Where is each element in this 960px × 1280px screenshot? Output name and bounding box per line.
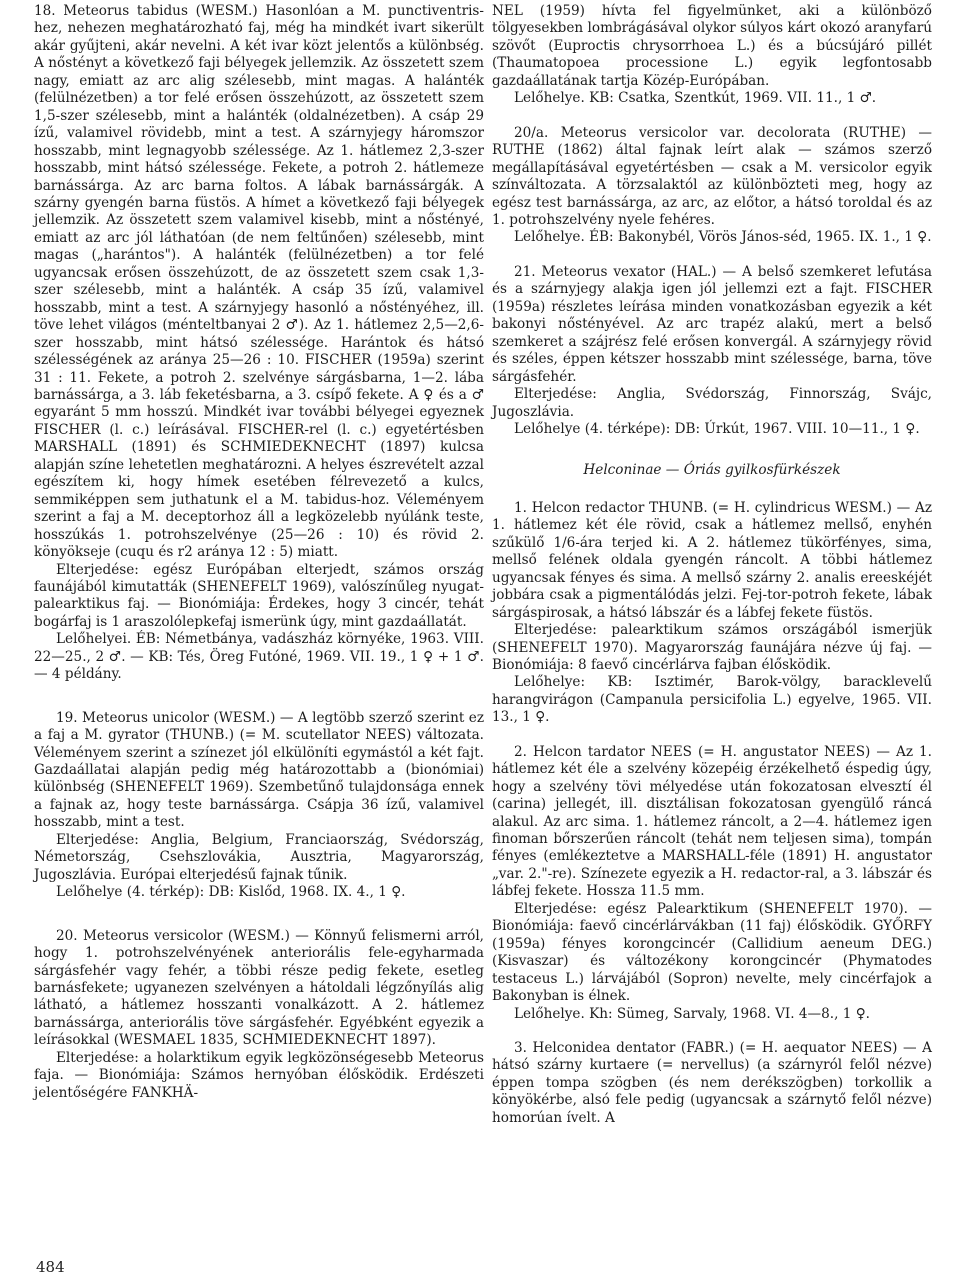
paragraph: Elterjedése: Anglia, Svédország, Finnország, Svájc, Jugoszlávia.: [492, 386, 932, 420]
paragraph: Lelőhelye (4. térképe): DB: Úrkút, 1967. VIII. 10—11., 1 ♀.: [514, 420, 920, 437]
paragraph: Lelőhelye (4. térkép): DB: Kislőd, 1968. IX. 4., 1 ♀.: [56, 884, 406, 901]
left-column: [34, 3, 484, 1102]
paragraph: 20/a. Meteorus versicolor var. decolorata (RUTHE) — RUTHE (1862) által fajnak leírt alak — számos szerző megállapításával egyetértésben — csak a M. versicolor egyik színváltozata. A törzsalaktól az különbözteti meg, hogy az egész test barnássárga, az arc, az előtor, a hátsó toroldal és az 1. potrohszelvény nyele fehéres.: [492, 124, 932, 228]
paragraph: Lelőhelyei. ÉB: Németbánya, vadászház környéke, 1963. VIII. 22—25., 2 ♂. — KB: Tés, Öreg Futóné, 1969. VII. 19., 1 ♀ + 1 ♂. — 4 példány.: [34, 631, 484, 683]
paragraph: Lelőhelye. Kh: Sümeg, Sarvaly, 1968. VI. 4—8., 1 ♀.: [514, 1005, 870, 1022]
paragraph: Elterjedése: palearktikum számos országából ismerjük (SHENEFELT 1970). Magyarország faunájára nézve új faj. — Bionómiája: 8 faevő cincérlárva fajban élősködik.: [492, 622, 932, 673]
paragraph: 19. Meteorus unicolor (WESM.) — A legtöbb szerző szerint ez a faj a M. gyrator (THUNB.) (= M. scutellator NEES) változata. Véleményem szerint a színezet jól elkülöníti egymástól a két fajt. Gazdaállatai alapján pedig még határozottabb a (bionómiai) különbség (SHENEFELT 1969). Szembetűnő tulajdonsága ennek a fajnak az, hogy teste barnássárga. Csápja 36 ízű, valamivel hosszabb, mint a test.: [34, 709, 484, 831]
page-number: 484: [36, 1258, 65, 1276]
paragraph: Elterjedése: egész Palearktikum (SHENEFELT 1970). — Bionómiája: faevő cincérlárvákban (11 faj) élősködik. GYŐRFY (1959a) fényes korongcincér (Callidium aeneum DEG.) (Kisvaszar) és változékony korongcincér (Phymatodes testaceus L.) lárvájából (Sopron) nevelte, mely cincérfajok a Bakonyban is élnek.: [492, 900, 932, 1005]
paragraph: 21. Meteorus vexator (HAL.) — A belső szemkeret lefutása és a szárnyjegy alakja igen jól jellemzi ezt a fajt. FISCHER (1959a) részletes leírása minden vonatkozásban egyezik a két bakonyi nőstényével. Az arc trapéz alakú, mert a belső szemkeret a szájrész felé erősen konvergál. A szárnyjegy rövid és széles, éppen kétszer hosszabb mint szélessége, barna, töve sárgásfehér.: [492, 263, 932, 385]
paragraph: Lelőhelye. KB: Csatka, Szentkút, 1969. VII. 11., 1 ♂.: [514, 90, 877, 107]
paragraph: Elterjedése: Anglia, Belgium, Franciaország, Svédország, Németország, Csehszlovákia, Ausztria, Magyarország, Jugoszlávia. Európai elterjedésű fajnak tűnik.: [34, 831, 484, 883]
paragraph: NEL (1959) hívta fel figyelmünket, aki a különböző tölgyesekben lombrágásával olykor súlyos kárt okozó aranyfarú szövőt (Euproctis chrysorrhoea L.) és a búcsújáró pillét (Thaumatopoea processione L.) egyik legfontosabb gazdaállatának tartja Közép-Európában.: [492, 3, 932, 89]
spacer: [34, 684, 484, 710]
paragraph: 18. Meteorus tabidus (WESM.) Hasonlóan a M. punctiventris-hez, nehezen meghatározható faj, még ha mindkét ivart sikerült akár gyűjteni, akár nevelni. A két ivar közt jelentős a különbség. A nőstényt a következő faji bélyegek jellemzik. Az összetett szem nagy, emiatt az arc alig szélesebb, mint magas. A halánték (felülnézetben) a tor felé erősen összehúzott, az összetett szem 1,5-szer szélesebb, mint a halánték (oldalnézetben). A csáp 29 ízű, valamivel rövidebb, mint a test. A szárnyjegy háromszor hosszabb, mint legnagyobb szélessége. Az 1. hátlemez 2,3-szer hosszabb, mint hátsó szélessége. Fekete, a potroh 2. hátlemeze barnássárga. Az arc barna foltos. A lábak barnássárgák. A szárny gyengén barna füstös. A hímet a következő faji bélyegek jellemzik. Az összetett szem valamivel kisebb, mint a nőstényé, emiatt az arc jól láthatóan (de nem feltűnően) szélesebb, mint magas („harántos"). A halánték (felülnézetben) a tor felé ugyancsak erősen összehúzott, de az összetett szem csak 1,3-szer szélesebb, mint a halánték. A csáp 35 ízű, valamivel hosszabb, mint a test. A szárnyjegy hasonló a nőstényéhez, ill. töve lehet világos (ménteltbanyai 2 ♂). Az 1. hátlemez 2,5—2,6-szer hosszabb, mint hátsó szélessége. Harántok és hátsó szélességének az aránya 25—26 : 10. FISCHER (1959a) szerint 31 : 11. Fekete, a potroh 2. szelvénye sárgásbarna, 1—2. lába barnássárga, a 3. láb feketésbarna, a 3. csípő fekete. A ♀ és a ♂ egyaránt 5 mm hosszú. Mindkét ivar további bélyegei egyeznek FISCHER (l. c.) leírásával. FISCHER-rel (l. c.) egyetértésben MARSHALL (1891) és SCHMIEDEKNECHT (1897) kulcsa alapján színe lehetetlen meghatározni. A helyes észrevételt azzal egészítem ki, hogy hímek esetében félrevezető a kulcs, semmiképpen sem juthatunk el a M. tabidus-hoz. Véleményem szerint a faj a M. deceptorhoz áll a legközelebb nyúlánk teste, hosszúkás 1. potrohszelvénye (25—26 : 10) és rövid 2. könyökseje (cuqu és r2 aránya 12 : 5) miatt.: [34, 3, 484, 561]
spacer: [492, 108, 932, 125]
section-heading: Helconinae — Óriás gyilkosfürkészek: [583, 462, 841, 479]
spacer: [34, 902, 484, 928]
paragraph: Lelőhelye. ÉB: Bakonybél, Vörös János-séd, 1965. IX. 1., 1 ♀.: [514, 229, 932, 246]
paragraph: 2. Helcon tardator NEES (= H. angustator NEES) — Az 1. hátlemez két éle a szelvény közepéig érzékelhető éspedig úgy, hogy a szelvény tövi mélyedése után fokozatosan elvesztí él (carina) jellegét, ill. disztálisan fokozatosan gyengülő ráncá alakul. Az arc sima. 1. hátlemez ráncolt, a 2—4. hátlemez igen finoman bőrszerűen ráncolt (tehát nem teljesen sima), tompán fényes (emlékeztetve a MARSHALL-féle (1891) H. angustator „var. 2."-re). Színezete egyezik a H. redactor-ral, a 3. lábszár és lábfej fekete. Hossza 11.5 mm.: [492, 743, 932, 900]
paragraph: Elterjedése: egész Európában elterjedt, számos ország faunájából kimutatták (SHENEFELT 1969), valószínűleg nyugat-palearktikus faj. — Bionómiája: Érdekes, hogy 3 cincér, tehát bogárfaj is 1 araszolólepkefaj ismerünk úgy, mint gazdaállatát.: [34, 561, 484, 630]
paragraph: Elterjedése: a holarktikum egyik legközönségesebb Meteorus faja. — Bionómiája: Számos hernyóban élősködik. Erdészeti jelentőségére FANKHÄ-: [34, 1049, 484, 1101]
paragraph: 20. Meteorus versicolor (WESM.) — Könnyű felismerni arról, hogy 1. potrohszelvényének anteriorális fele-egyharmada sárgásfehér vagy fehér, a többi része pedig fekete, esetleg barnásfekete; ugyanezen szelvényen a hátoldali légzőnyílás alig látható, a hátlemez hosszanti vonalkázott. A 2. hátlemez barnássárga, anteriorális töve sárgásfehér. Egyébként egyezik a leírásokkal (WESMAEL 1835, SCHMIEDEKNECHT 1897).: [34, 927, 484, 1049]
spacer: [492, 727, 932, 744]
spacer: [492, 247, 932, 264]
spacer: [492, 1023, 932, 1040]
right-column: [492, 3, 932, 1127]
paragraph: Lelőhelye: KB: Isztimér, Barok-völgy, baracklevelű harangvirágon (Campanula persicifolia L.) egyelve, 1965. VII. 13., 1 ♀.: [492, 674, 932, 726]
paragraph: 1. Helcon redactor THUNB. (= H. cylindricus WESM.) — Az 1. hátlemez két éle rövid, csak a hátlemez mellső, enyhén szűkülő 1/6-ára terjed ki. A 2. hátlemez tükörfényes, sima, mellső felének oldala gyengén ráncolt. A többi hátlemez ugyancsak fényes és sima. A mellső szárny 2. analis ereeskéjét jobbára csak a pigmentálódás jelzi. Fej-tor-potroh fekete, lábak sárgáspirosak, a hátsó lábszár és a lábfej fekete füstös.: [492, 499, 932, 621]
paragraph: 3. Helconidea dentator (FABR.) (= H. aequator NEES) — A hátsó szárny kurtaere (= nervellus) (a szárnyról felől nézve) éppen tompa szögben (és nem derékszögben) torkollik a könyökérbe, alsó fele pedig (ugyancsak a szárnytő felől nézve) homorúan ívelt. A: [492, 1040, 932, 1126]
